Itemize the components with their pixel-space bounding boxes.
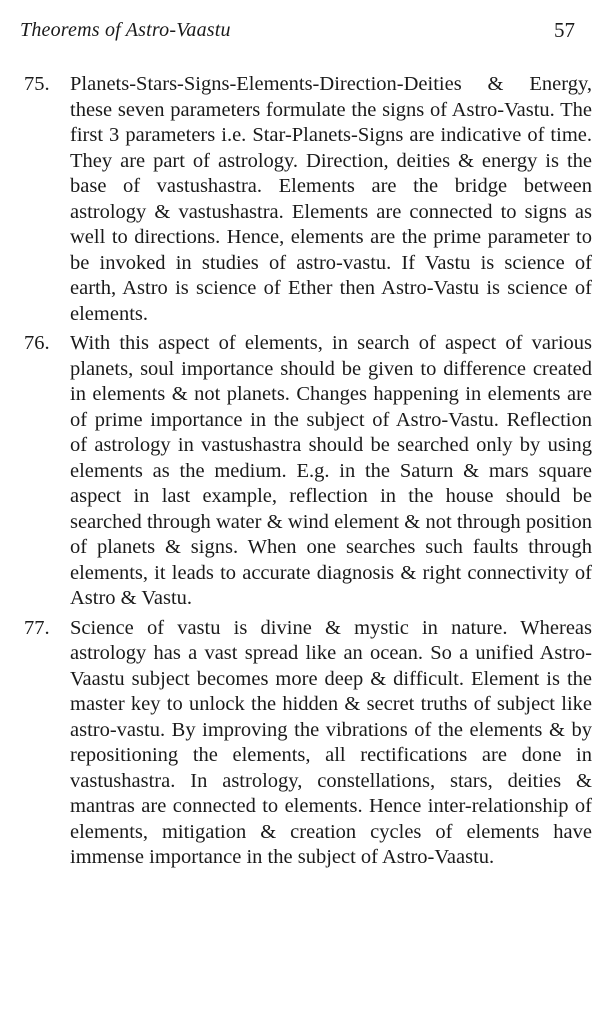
- list-item: [24, 72, 592, 327]
- item-number: 76.: [24, 332, 50, 354]
- item-text: Planets-Stars-Signs-Elements-Direction-Deities & Energy, these seven parameters formulate the signs of Astro-Vastu. The first 3 parameters i.e. Star-Planets-Signs are indicative of time. They are part of astrology. Direction, deities & energy is the base of vastushastra. Elements are the bridge between astrology & vastushastra. Elements are connected to signs as well to directions. Hence, elements are the prime parameter to be invoked in studies of astro-vastu. If Vastu is science of earth, Astro is science of Ether then Astro-Vastu is science of elements.: [70, 73, 592, 325]
- list-item: [24, 331, 592, 612]
- running-head: [20, 16, 575, 44]
- item-text: Science of vastu is divine & mystic in nature. Whereas astrology has a vast spread like an ocean. So a unified Astro-Vaastu subject becomes more deep & difficult. Element is the master key to unlock the hidden & secret truths of subject like astro-vastu. By improving the vibrations of the elements & by repositioning the elements, all rectifications are done in vastushastra. In astrology, constellations, stars, deities & mantras are connected to elements. Hence inter-relationship of elements, mitigation & creation cycles of elements have immense importance in the subject of Astro-Vaastu.: [70, 616, 592, 868]
- item-number: 77.: [24, 616, 50, 639]
- numbered-paragraph-list: [24, 72, 592, 875]
- item-number: 75.: [24, 73, 50, 95]
- item-text: With this aspect of elements, in search of aspect of various planets, soul importance should be given to difference created in elements & not planets. Changes happening in elements are of prime importance in the subject of Astro-Vastu. Reflection of astrology in vastushastra should be searched only by using elements as the medium. E.g. in the Saturn & mars square aspect in last example, reflection in the house should be searched through water & wind element & not through position of planets & signs. When one searches such faults through elements, it leads to accurate diagnosis & right connectivity of Astro & Vastu.: [70, 332, 592, 609]
- running-title: Theorems of Astro-Vaastu: [20, 19, 231, 41]
- page-number: 57: [554, 18, 575, 42]
- list-item: [24, 616, 592, 871]
